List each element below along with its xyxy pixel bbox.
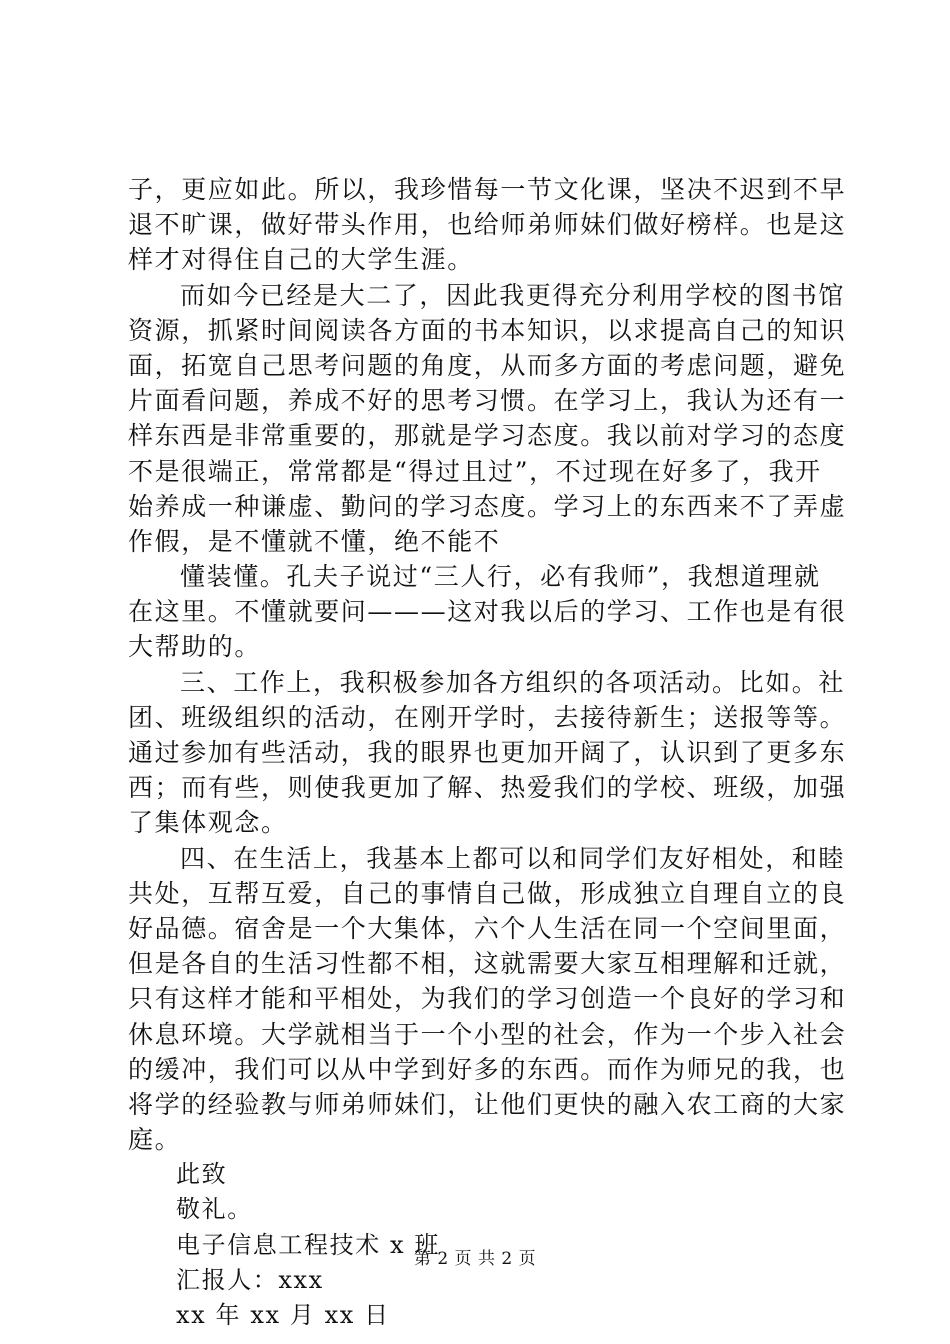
text-line: 西；而有些，则使我更加了解、热爱我们的学校、班级，加强 — [128, 773, 847, 803]
text-line: 好品德。宿舍是一个大集体，六个人生活在同一个空间里面， — [128, 913, 847, 943]
text-line: 共处，互帮互爱，自己的事情自己做，形成独立自理自立的良 — [128, 878, 847, 908]
text-line: 面，拓宽自己思考问题的角度，从而多方面的考虑问题，避免 — [128, 350, 847, 380]
text-line: 始养成一种谦虚、勤问的学习态度。学习上的东西来不了弄虚 — [128, 491, 847, 521]
text-line: 三、工作上，我积极参加各方组织的各项活动。比如。社 — [180, 667, 846, 697]
text-line: 样才对得住自己的大学生涯。 — [128, 245, 474, 275]
text-line: 四、在生活上，我基本上都可以和同学们友好相处，和睦 — [180, 843, 846, 873]
text-line: 了集体观念。 — [128, 808, 288, 838]
text-line: 庭。 — [128, 1125, 182, 1155]
text-line: 子，更应如此。所以，我珍惜每一节文化课，坚决不迟到不早 — [128, 175, 847, 204]
class-name: 电子信息工程技术 x 班 — [176, 1230, 440, 1259]
text-line: 而如今已经是大二了，因此我更得充分利用学校的图书馆 — [180, 280, 846, 310]
regards: 敬礼。 — [176, 1195, 253, 1224]
text-line: 片面看问题，养成不好的思考习惯。在学习上，我认为还有一 — [128, 386, 847, 416]
text-line: 将学的经验教与师弟师妹们，让他们更快的融入农工商的大家 — [128, 1089, 847, 1119]
page-footer: 第 2 页 共 2 页 — [413, 1249, 537, 1269]
text-line: 大帮助的。 — [128, 632, 262, 662]
paragraph-4 — [128, 665, 847, 841]
paragraph-5 — [128, 841, 847, 1158]
reporter: 汇报人：xxx — [176, 1265, 324, 1294]
text-line: 在这里。不懂就要问———这对我以后的学习、工作也是有很 — [128, 597, 847, 627]
text-line: 的缓冲，我们可以从中学到好多的东西。而作为师兄的我，也 — [128, 1054, 847, 1084]
text-line: 不是很端正，常常都是“得过且过”，不过现在好多了，我开 — [128, 456, 822, 486]
text-line: 休息环境。大学就相当于一个小型的社会，作为一个步入社会 — [128, 1019, 847, 1049]
text-line: 团、班级组织的活动，在刚开学时，去接待新生；送报等等。 — [128, 702, 847, 732]
document-body — [128, 172, 847, 1333]
paragraph-1 — [128, 172, 847, 278]
text-line: 但是各自的生活习性都不相，这就需要大家互相理解和迁就， — [128, 949, 847, 979]
date: xx 年 xx 月 xx 日 — [176, 1301, 390, 1329]
text-line: 资源，抓紧时间阅读各方面的书本知识，以求提高自己的知识 — [128, 315, 847, 345]
paragraph-2 — [128, 278, 847, 560]
text-line: 退不旷课，做好带头作用，也给师弟师妹们做好榜样。也是这 — [128, 210, 847, 240]
paragraph-3 — [128, 559, 847, 665]
text-line: 样东西是非常重要的，那就是学习态度。我以前对学习的态度 — [128, 421, 847, 451]
text-line: 作假，是不懂就不懂，绝不能不 — [128, 526, 501, 556]
text-line: 只有这样才能和平相处，为我们的学习创造一个良好的学习和 — [128, 984, 847, 1014]
salutation: 此致 — [176, 1160, 228, 1189]
text-line: 懂装懂。孔夫子说过“三人行，必有我师”，我想道理就 — [180, 562, 821, 592]
text-line: 通过参加有些活动，我的眼界也更加开阔了，认识到了更多东 — [128, 738, 847, 767]
